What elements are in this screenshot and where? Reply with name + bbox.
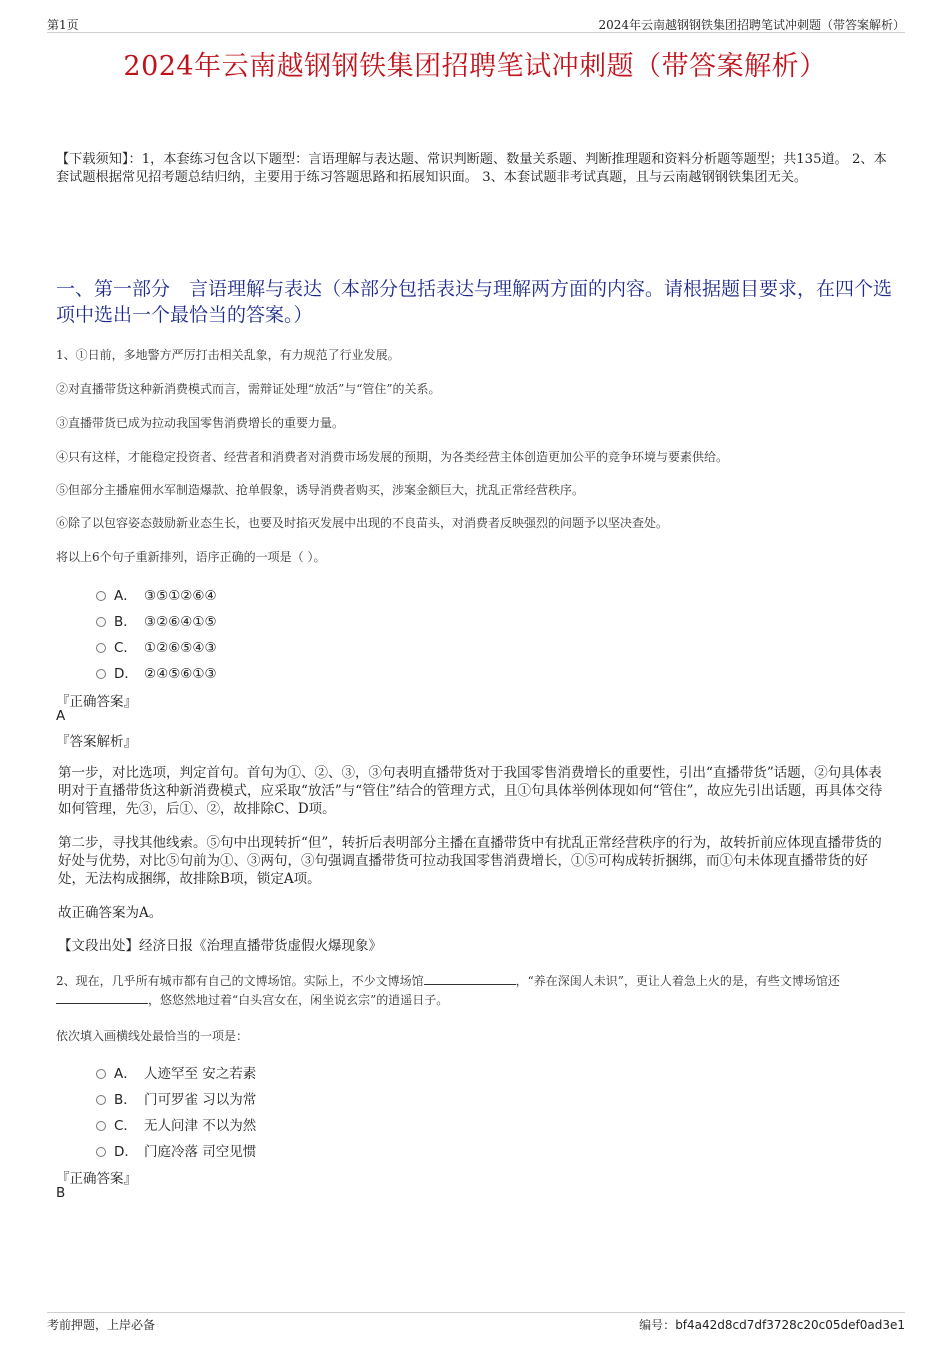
radio-icon[interactable]	[96, 617, 106, 627]
q1-line-2: ②对直播带货这种新消费模式而言，需辩证处理“放活”与“管住”的关系。	[56, 382, 441, 396]
q1-line-1: 1、①日前，多地警方严厉打击相关乱象，有力规范了行业发展。	[56, 348, 400, 362]
page-number: 第1页	[47, 18, 79, 32]
page-title: 2024年云南越钢钢铁集团招聘笔试冲刺题（带答案解析）	[123, 51, 827, 82]
q1-analysis-conclusion: 故正确答案为A。	[58, 905, 163, 921]
q1-option-d[interactable]: D． ②④⑤⑥①③	[96, 662, 217, 682]
q1-prompt: 将以上6个句子重新排列，语序正确的一项是（ ）。	[56, 550, 326, 564]
q1-analysis-step-2: 第二步，寻找其他线索。⑤句中出现转折“但”，转折后表明部分主播在直播带货中有扰乱正常经营秩序的行为，故转折前应体现直播带货的好处与优势，对比⑤句前为①、③两句，③句强调直播带货可拉动我国零售消费增长，①⑤可构成转折捆绑，而①句未体现直播带货的好处，无法构成捆绑，故排除B项，锁定A项。	[58, 835, 882, 887]
q1-source: 【文段出处】经济日报《治理直播带货虚假火爆现象》	[58, 938, 382, 954]
page-footer	[47, 1312, 905, 1333]
section-heading: 一、第一部分 言语理解与表达（本部分包括表达与理解两方面的内容。请根据题目要求，在四个选项中选出一个最恰当的答案。）	[56, 278, 893, 326]
footer-code-value: bf4a42d8cd7df3728c20c05def0ad3e1	[675, 1318, 905, 1332]
radio-icon[interactable]	[96, 1121, 106, 1131]
q2-option-b[interactable]: B． 门可罗雀 习以为常	[96, 1088, 256, 1108]
footer-code-label: 编号：	[639, 1318, 676, 1332]
q1-line-5: ⑤但部分主播雇佣水军制造爆款、抢单假象，诱导消费者购买，涉案金额巨大，扰乱正常经营秩序。	[56, 483, 585, 497]
page-header	[47, 14, 905, 33]
fill-blank-2[interactable]	[56, 993, 148, 1004]
radio-icon[interactable]	[96, 1147, 106, 1157]
footer-slogan: 考前押题，上岸必备	[47, 1318, 156, 1332]
q2-stem: 2、现在，几乎所有城市都有自己的文博场馆。实际上，不少文博场馆 ，“养在深闺人未识”，更让人着急上火的是，有些文博场馆还，悠悠然地过着“白头宫女在，闲坐说玄宗”的逍遥日子。	[56, 974, 840, 1007]
q2-prompt: 依次填入画横线处最恰当的一项是：	[56, 1029, 249, 1043]
q1-option-a[interactable]: A． ③⑤①②⑥④	[96, 584, 217, 604]
q1-line-4: ④只有这样，才能稳定投资者、经营者和消费者对消费市场发展的预期，为各类经营主体创造更加公平的竞争环境与要素供给。	[56, 450, 729, 464]
footer-code	[639, 1316, 905, 1333]
fill-blank-1[interactable]	[424, 974, 516, 985]
q1-analysis-label: 『答案解析』	[56, 734, 137, 750]
radio-icon[interactable]	[96, 643, 106, 653]
q1-line-6: ⑥除了以包容姿态鼓励新业态生长，也要及时掐灭发展中出现的不良苗头，对消费者反映强烈的问题予以坚决查处。	[56, 516, 669, 530]
q1-line-3: ③直播带货已成为拉动我国零售消费增长的重要力量。	[56, 416, 345, 430]
radio-icon[interactable]	[96, 669, 106, 679]
q1-option-b[interactable]: B． ③②⑥④①⑤	[96, 610, 217, 630]
q2-option-a[interactable]: A． 人迹罕至 安之若素	[96, 1062, 256, 1082]
q1-analysis-step-1: 第一步，对比选项，判定首句。首句为①、②、③，③句表明直播带货对于我国零售消费增长的重要性，引出“直播带货”话题，②句具体表明对于直播带货这种新消费模式，应采取“放活”与“管住”结合的管理方式，且①句具体举例体现如何“管住”，故应先引出话题，再具体交待如何管理，先③，后①、②，故排除C、D项。	[58, 765, 883, 817]
q1-answer-label: 『正确答案』	[56, 694, 137, 710]
radio-icon[interactable]	[96, 591, 106, 601]
q2-option-d[interactable]: D． 门庭冷落 司空见惯	[96, 1140, 256, 1160]
header-doc-title: 2024年云南越钢钢铁集团招聘笔试冲刺题（带答案解析）	[598, 18, 905, 32]
download-notice: 【下载须知】：1，本套练习包含以下题型：言语理解与表达题、常识判断题、数量关系题、判断推理题和资料分析题等题型；共135道。 2、本套试题根据常见招考题总结归纳，主要用于练习答题思路和拓展知识面。 3、本套试题非考试真题，且与云南越钢钢铁集团无关。	[56, 152, 887, 185]
q1-option-c[interactable]: C． ①②⑥⑤④③	[96, 636, 217, 656]
q2-answer: B	[56, 1185, 66, 1201]
radio-icon[interactable]	[96, 1095, 106, 1105]
radio-icon[interactable]	[96, 1069, 106, 1079]
q2-answer-label: 『正确答案』	[56, 1171, 137, 1187]
q2-option-c[interactable]: C． 无人问津 不以为然	[96, 1114, 256, 1134]
q1-answer: A	[56, 708, 66, 724]
